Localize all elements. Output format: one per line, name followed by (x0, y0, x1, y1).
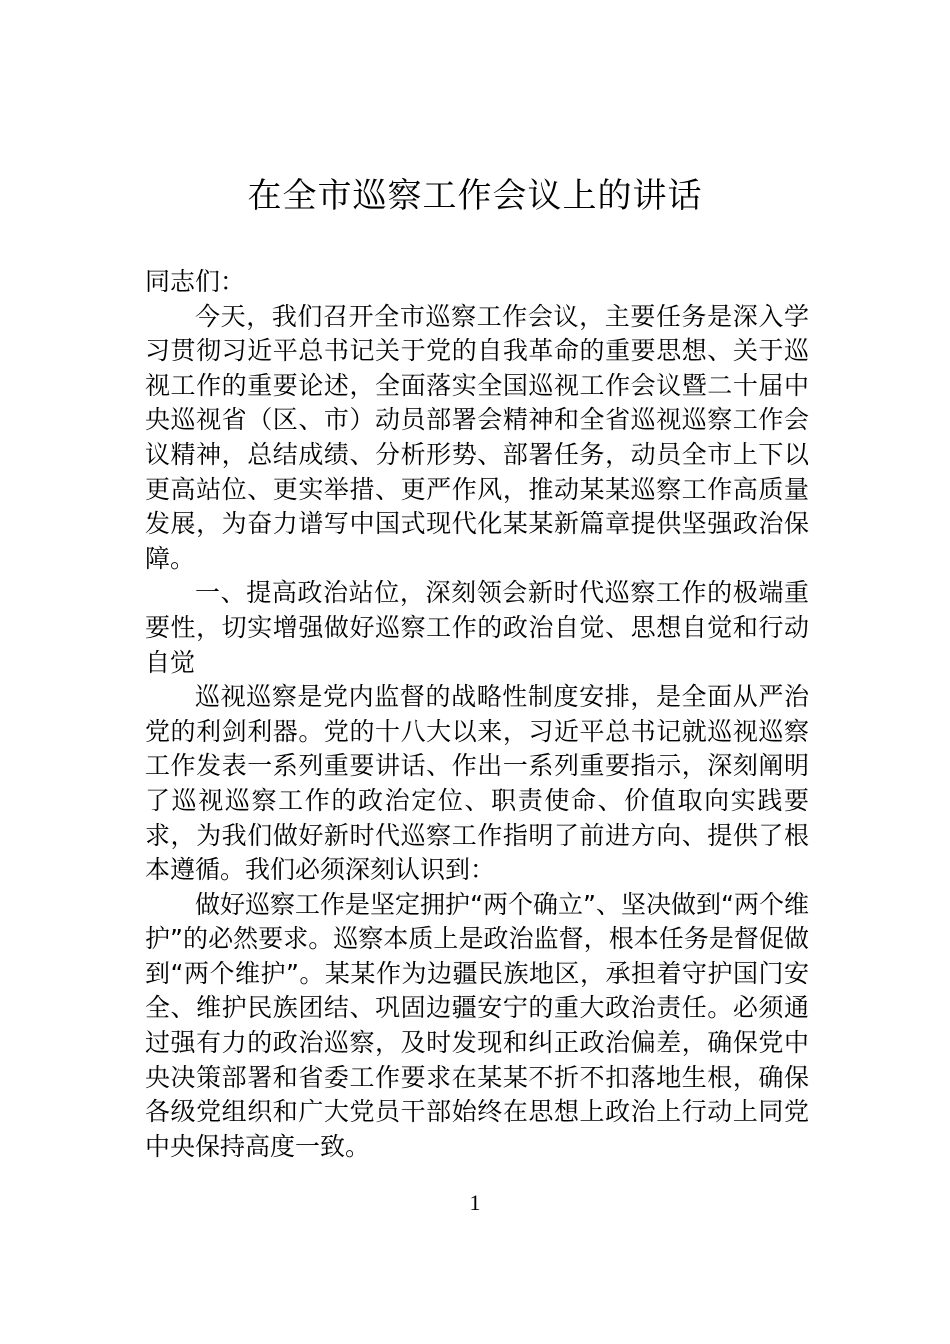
section-heading-1: 一、提高政治站位，深刻领会新时代巡察工作的极端重要性，切实增强做好巡察工作的政治自觉、思想自觉和行动自觉 (145, 578, 809, 677)
document-title: 在全市巡察工作会议上的讲话 (247, 176, 703, 216)
document-body (145, 265, 809, 1164)
paragraph-intro: 今天，我们召开全市巡察工作会议，主要任务是深入学习贯彻习近平总书记关于党的自我革命的重要思想、关于巡视工作的重要论述，全面落实全国巡视工作会议暨二十届中央巡视省（区、市）动员部署会精神和全省巡视巡察工作会议精神，总结成绩、分析形势、部署任务，动员全市上下以更高站位、更实举措、更严作风，推动某某巡察工作高质量发展，为奋力谱写中国式现代化某某新篇章提供坚强政治保障。 (145, 301, 809, 573)
paragraph-inspection-overview: 巡视巡察是党内监督的战略性制度安排，是全面从严治党的利剑利器。党的十八大以来，习近平总书记就巡视巡察工作发表一系列重要讲话、作出一系列重要指示，深刻阐明了巡视巡察工作的政治定位、职责使命、价值取向实践要求，为我们做好新时代巡察工作指明了前进方向、提供了根本遵循。我们必须深刻认识到： (145, 682, 809, 885)
paragraph-two-maintenances: 做好巡察工作是坚定拥护“两个确立”、坚决做到“两个维护”的必然要求。巡察本质上是政治监督，根本任务是督促做到“两个维护”。某某作为边疆民族地区，承担着守护国门安全、维护民族团结、巩固边疆安宁的重大政治责任。必须通过强有力的政治巡察，及时发现和纠正政治偏差，确保党中央决策部署和省委工作要求在某某不折不扣落地生根，确保各级党组织和广大党员干部始终在思想上政治上行动上同党中央保持高度一致。 (145, 889, 809, 1161)
page-number: 1 (469, 1190, 481, 1215)
salutation: 同志们： (145, 267, 246, 296)
